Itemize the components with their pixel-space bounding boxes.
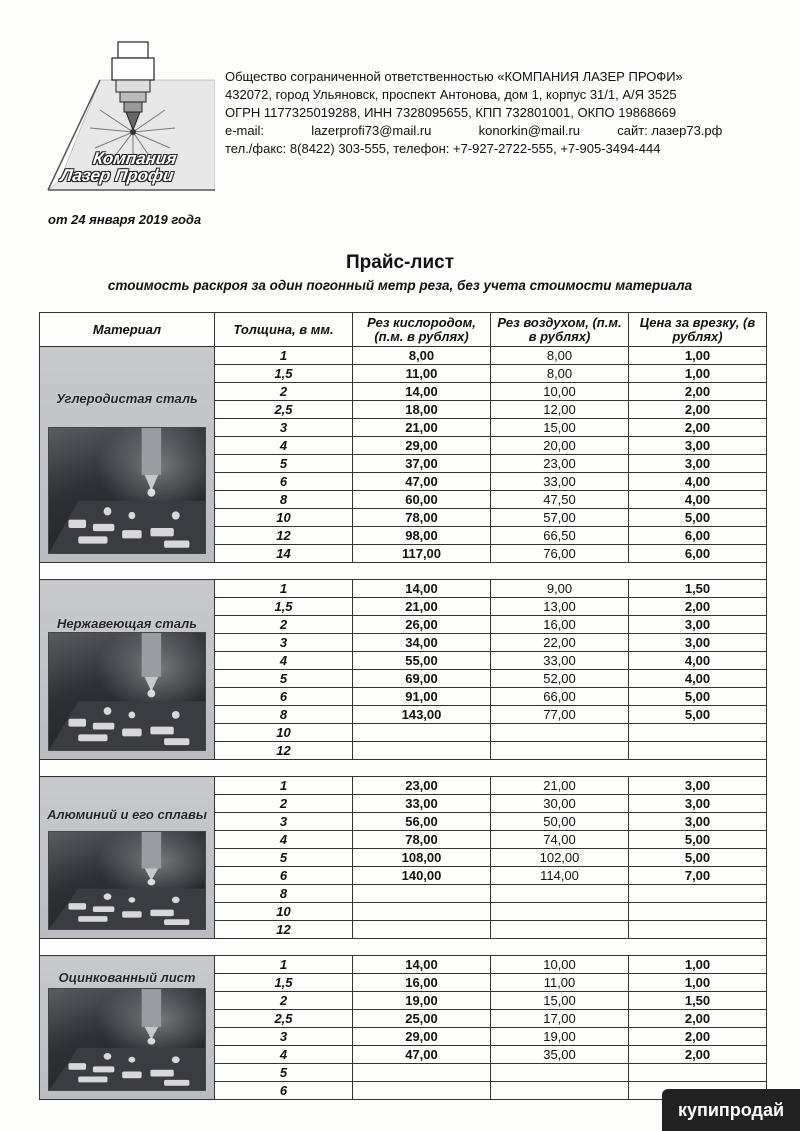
header-thickness: Толщина, в мм.: [215, 313, 353, 347]
air-price-cell: 102,00: [491, 849, 629, 867]
thickness-cell: 5: [215, 670, 353, 688]
pierce-price-cell: 2,00: [629, 401, 767, 419]
thickness-cell: 3: [215, 813, 353, 831]
company-details: [225, 68, 765, 158]
air-price-cell: 13,00: [491, 598, 629, 616]
page-title: Прайс-лист: [345, 252, 455, 273]
company-registry: ОГРН 1177325019288, ИНН 7328095655, КПП 732801001, ОКПО 19868669: [225, 105, 677, 120]
thickness-cell: 3: [215, 419, 353, 437]
thickness-cell: 6: [215, 688, 353, 706]
oxygen-price-cell: 14,00: [353, 383, 491, 401]
thickness-cell: 1,5: [215, 365, 353, 383]
thickness-cell: 2: [215, 795, 353, 813]
pierce-price-cell: 7,00: [629, 867, 767, 885]
oxygen-price-cell: 21,00: [353, 419, 491, 437]
pierce-price-cell: 1,00: [629, 347, 767, 365]
air-price-cell: 114,00: [491, 867, 629, 885]
table-row: [40, 956, 767, 974]
pierce-price-cell: 3,00: [629, 616, 767, 634]
pierce-price-cell: 6,00: [629, 545, 767, 563]
oxygen-price-cell: 14,00: [353, 580, 491, 598]
group-separator: [40, 760, 767, 777]
group-separator: [40, 939, 767, 956]
thickness-cell: 4: [215, 831, 353, 849]
air-price-cell: [491, 921, 629, 939]
oxygen-price-cell: 21,00: [353, 598, 491, 616]
header-pierce-price: Цена за врезку, (в рублях): [629, 313, 767, 347]
pierce-price-cell: 1,50: [629, 992, 767, 1010]
air-price-cell: 66,50: [491, 527, 629, 545]
oxygen-price-cell: [353, 921, 491, 939]
oxygen-price-cell: 29,00: [353, 437, 491, 455]
header-material: Материал: [40, 313, 215, 347]
pierce-price-cell: [629, 742, 767, 760]
thickness-cell: 8: [215, 706, 353, 724]
material-label: Оцинкованный лист: [58, 970, 196, 985]
laser-cutting-photo: [48, 831, 206, 930]
pierce-price-cell: 4,00: [629, 670, 767, 688]
pierce-price-cell: [629, 885, 767, 903]
thickness-cell: 4: [215, 437, 353, 455]
oxygen-price-cell: 8,00: [353, 347, 491, 365]
oxygen-price-cell: 117,00: [353, 545, 491, 563]
air-price-cell: 66,00: [491, 688, 629, 706]
email-link-1[interactable]: lazerprofi73@mail.ru: [311, 123, 432, 138]
oxygen-price-cell: 140,00: [353, 867, 491, 885]
oxygen-price-cell: 56,00: [353, 813, 491, 831]
watermark-badge: купипродай: [662, 1089, 800, 1131]
pierce-price-cell: 1,00: [629, 974, 767, 992]
oxygen-price-cell: 47,00: [353, 473, 491, 491]
pierce-price-cell: 3,00: [629, 777, 767, 795]
air-price-cell: 15,00: [491, 419, 629, 437]
pierce-price-cell: 5,00: [629, 509, 767, 527]
oxygen-price-cell: 78,00: [353, 509, 491, 527]
pierce-price-cell: 2,00: [629, 419, 767, 437]
air-price-cell: 33,00: [491, 652, 629, 670]
material-cell: [40, 956, 215, 1100]
laser-cutting-photo: [48, 988, 206, 1091]
thickness-cell: 14: [215, 545, 353, 563]
oxygen-price-cell: 11,00: [353, 365, 491, 383]
website-link[interactable]: сайт: лазер73.рф: [617, 123, 723, 138]
pierce-price-cell: 3,00: [629, 634, 767, 652]
oxygen-price-cell: [353, 903, 491, 921]
thickness-cell: 6: [215, 1082, 353, 1100]
pierce-price-cell: [629, 1064, 767, 1082]
thickness-cell: 6: [215, 867, 353, 885]
thickness-cell: 2,5: [215, 1010, 353, 1028]
company-address: 432072, город Ульяновск, проспект Антонова, дом 1, корпус 31/1, А/Я 3525: [225, 87, 677, 102]
oxygen-price-cell: 91,00: [353, 688, 491, 706]
oxygen-price-cell: 108,00: [353, 849, 491, 867]
oxygen-price-cell: 55,00: [353, 652, 491, 670]
pierce-price-cell: [629, 921, 767, 939]
pierce-price-cell: 6,00: [629, 527, 767, 545]
air-price-cell: 10,00: [491, 383, 629, 401]
price-table: [39, 312, 767, 1100]
air-price-cell: [491, 1064, 629, 1082]
air-price-cell: 8,00: [491, 365, 629, 383]
page-subtitle: стоимость раскроя за один погонный метр реза, без учета стоимости материала: [107, 278, 693, 293]
pierce-price-cell: 1,00: [629, 365, 767, 383]
email-link-2[interactable]: konorkin@mail.ru: [478, 123, 580, 138]
pierce-price-cell: 4,00: [629, 491, 767, 509]
air-price-cell: [491, 885, 629, 903]
company-name: Общество сограниченной ответственностью «КОМПАНИЯ ЛАЗЕР ПРОФИ»: [225, 69, 683, 84]
material-cell: [40, 777, 215, 939]
pierce-price-cell: 3,00: [629, 437, 767, 455]
pierce-price-cell: 5,00: [629, 706, 767, 724]
material-cell: [40, 580, 215, 760]
pierce-price-cell: 1,00: [629, 956, 767, 974]
pierce-price-cell: 2,00: [629, 598, 767, 616]
air-price-cell: 47,50: [491, 491, 629, 509]
air-price-cell: 50,00: [491, 813, 629, 831]
oxygen-price-cell: 47,00: [353, 1046, 491, 1064]
thickness-cell: 4: [215, 1046, 353, 1064]
company-email-row: [225, 122, 765, 140]
table-row: [40, 347, 767, 365]
thickness-cell: 3: [215, 634, 353, 652]
table-row: [40, 580, 767, 598]
air-price-cell: 20,00: [491, 437, 629, 455]
thickness-cell: 4: [215, 652, 353, 670]
thickness-cell: 12: [215, 921, 353, 939]
laser-cutting-photo: [48, 632, 206, 751]
oxygen-price-cell: 98,00: [353, 527, 491, 545]
thickness-cell: 5: [215, 1064, 353, 1082]
thickness-cell: 1: [215, 580, 353, 598]
air-price-cell: [491, 903, 629, 921]
logo-wordmark: [60, 150, 215, 184]
table-row: [40, 777, 767, 795]
air-price-cell: 30,00: [491, 795, 629, 813]
table-header-row: [40, 313, 767, 347]
thickness-cell: 8: [215, 885, 353, 903]
air-price-cell: 33,00: [491, 473, 629, 491]
thickness-cell: 1,5: [215, 598, 353, 616]
air-price-cell: [491, 742, 629, 760]
pierce-price-cell: 5,00: [629, 831, 767, 849]
air-price-cell: 23,00: [491, 455, 629, 473]
header-air-cut: Рез воздухом, (п.м. в рублях): [491, 313, 629, 347]
pierce-price-cell: 2,00: [629, 1028, 767, 1046]
air-price-cell: 9,00: [491, 580, 629, 598]
oxygen-price-cell: 16,00: [353, 974, 491, 992]
oxygen-price-cell: [353, 885, 491, 903]
logo-line-2: Лазер Профи: [59, 166, 175, 185]
air-price-cell: 15,00: [491, 992, 629, 1010]
material-cell: [40, 347, 215, 563]
email-label: e-mail:: [225, 123, 265, 138]
oxygen-price-cell: 33,00: [353, 795, 491, 813]
air-price-cell: 17,00: [491, 1010, 629, 1028]
air-price-cell: 74,00: [491, 831, 629, 849]
oxygen-price-cell: 23,00: [353, 777, 491, 795]
air-price-cell: 57,00: [491, 509, 629, 527]
oxygen-price-cell: 60,00: [353, 491, 491, 509]
header-oxygen-cut: Рез кислородом, (п.м. в рублях): [353, 313, 491, 347]
thickness-cell: 1,5: [215, 974, 353, 992]
thickness-cell: 10: [215, 903, 353, 921]
oxygen-price-cell: 29,00: [353, 1028, 491, 1046]
pierce-price-cell: 4,00: [629, 473, 767, 491]
thickness-cell: 2: [215, 616, 353, 634]
air-price-cell: 76,00: [491, 545, 629, 563]
thickness-cell: 2: [215, 383, 353, 401]
oxygen-price-cell: 19,00: [353, 992, 491, 1010]
material-label: Алюминий и его сплавы: [47, 807, 207, 822]
pierce-price-cell: [629, 724, 767, 742]
pierce-price-cell: 2,00: [629, 383, 767, 401]
thickness-cell: 1: [215, 777, 353, 795]
company-phones: тел./факс: 8(8422) 303-555, телефон: +7-927-2722-555, +7-905-3494-444: [225, 141, 661, 156]
air-price-cell: 22,00: [491, 634, 629, 652]
air-price-cell: 77,00: [491, 706, 629, 724]
thickness-cell: 12: [215, 742, 353, 760]
pierce-price-cell: [629, 903, 767, 921]
air-price-cell: 10,00: [491, 956, 629, 974]
oxygen-price-cell: 34,00: [353, 634, 491, 652]
pierce-price-cell: 2,00: [629, 1046, 767, 1064]
material-label: Углеродистая сталь: [56, 391, 198, 406]
thickness-cell: 10: [215, 724, 353, 742]
air-price-cell: 21,00: [491, 777, 629, 795]
thickness-cell: 1: [215, 956, 353, 974]
thickness-cell: 3: [215, 1028, 353, 1046]
pierce-price-cell: 3,00: [629, 795, 767, 813]
oxygen-price-cell: [353, 1064, 491, 1082]
oxygen-price-cell: [353, 742, 491, 760]
thickness-cell: 12: [215, 527, 353, 545]
oxygen-price-cell: 25,00: [353, 1010, 491, 1028]
group-separator: [40, 563, 767, 580]
air-price-cell: 16,00: [491, 616, 629, 634]
oxygen-price-cell: [353, 1082, 491, 1100]
logo-line-1: Компания: [91, 149, 178, 168]
air-price-cell: 52,00: [491, 670, 629, 688]
thickness-cell: 6: [215, 473, 353, 491]
material-label: Нержавеющая сталь: [57, 616, 197, 631]
air-price-cell: 11,00: [491, 974, 629, 992]
air-price-cell: [491, 724, 629, 742]
thickness-cell: 1: [215, 347, 353, 365]
pierce-price-cell: 2,00: [629, 1010, 767, 1028]
pierce-price-cell: 5,00: [629, 849, 767, 867]
thickness-cell: 2,5: [215, 401, 353, 419]
thickness-cell: 5: [215, 849, 353, 867]
oxygen-price-cell: 37,00: [353, 455, 491, 473]
oxygen-price-cell: 69,00: [353, 670, 491, 688]
air-price-cell: [491, 1082, 629, 1100]
thickness-cell: 2: [215, 992, 353, 1010]
pierce-price-cell: 5,00: [629, 688, 767, 706]
oxygen-price-cell: 78,00: [353, 831, 491, 849]
document-date: от 24 января 2019 года: [48, 212, 202, 227]
air-price-cell: 12,00: [491, 401, 629, 419]
pierce-price-cell: 1,50: [629, 580, 767, 598]
air-price-cell: 19,00: [491, 1028, 629, 1046]
oxygen-price-cell: 26,00: [353, 616, 491, 634]
oxygen-price-cell: 18,00: [353, 401, 491, 419]
oxygen-price-cell: [353, 724, 491, 742]
laser-cutting-photo: [48, 427, 206, 554]
thickness-cell: 5: [215, 455, 353, 473]
air-price-cell: 8,00: [491, 347, 629, 365]
air-price-cell: 35,00: [491, 1046, 629, 1064]
pierce-price-cell: 4,00: [629, 652, 767, 670]
oxygen-price-cell: 14,00: [353, 956, 491, 974]
thickness-cell: 10: [215, 509, 353, 527]
oxygen-price-cell: 143,00: [353, 706, 491, 724]
pierce-price-cell: 3,00: [629, 455, 767, 473]
thickness-cell: 8: [215, 491, 353, 509]
pierce-price-cell: 3,00: [629, 813, 767, 831]
